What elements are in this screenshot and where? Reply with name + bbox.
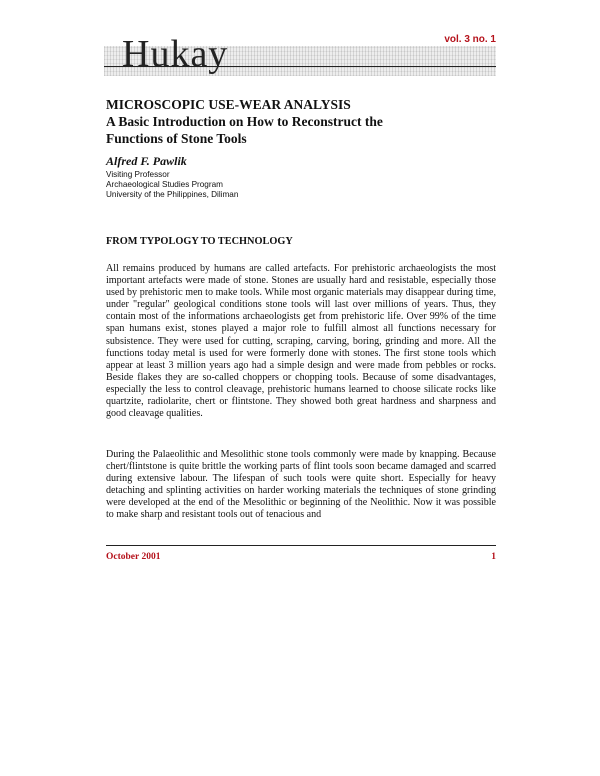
footer-rule [106,545,496,546]
author-affiliation [106,170,238,200]
title-line: MICROSCOPIC USE-WEAR ANALYSIS [106,97,351,112]
journal-name: Hukay [122,33,229,75]
page-number: 1 [491,552,496,562]
body-paragraph: During the Palaeolithic and Mesolithic stone tools commonly were made by knapping. Because chert/flintstone is quite brittle the working parts of flint tools soon became damaged and scarred during extensive labour. The lifespan of such tools were quite short. Especially for heavy detaching and splinting activities on harder working materials the techniques of stone grinding were developed at the end of the Mesolithic or beginning of the Neolithic. Now it was possible to make sharp and resistant tools out of tenacious and [106,449,496,521]
article-title [106,96,496,147]
body-paragraph: All remains produced by humans are called artefacts. For prehistoric archaeologists the most important artefacts were made of stone. Stones are usually hard and resistable, especially those used by prehistoric men to make tools. While most organic materials may disappear during time, under "regular" geological conditions stone tools will last over millions of years. Thus, they contain most of the informations archaeologists get from prehistoric life. Over 99% of the time span humans exist, stones played a major role to fulfill almost all functions necessary for subsistence. They were used for cutting, scraping, carving, boring, grinding and more. All the functions today metal is used for were formerly done with stones. The first stone tools which appear at least 3 million years ago had a simple design and were made from pebbles or rocks. Beside flakes they are so-called choppers or chopping tools. Because of some disadvantages, especially the less to control cleavage, prehistoric humans learned to choose silicate rocks like quartzite, radiolarite, chert or flintstone. They showed both great hardness and sharpness and good cleavage qualities. [106,263,496,420]
section-heading: FROM TYPOLOGY TO TECHNOLOGY [106,236,293,247]
journal-masthead [104,34,496,76]
affiliation-line: Visiting Professor [106,170,170,179]
footer-date: October 2001 [106,552,161,562]
affiliation-line: Archaeological Studies Program [106,180,223,189]
affiliation-line: University of the Philippines, Diliman [106,190,239,199]
subtitle-line: A Basic Introduction on How to Reconstruct the [106,114,383,129]
volume-label: vol. 3 no. 1 [444,34,496,45]
subtitle-line: Functions of Stone Tools [106,131,247,146]
author-name: Alfred F. Pawlik [106,154,187,168]
